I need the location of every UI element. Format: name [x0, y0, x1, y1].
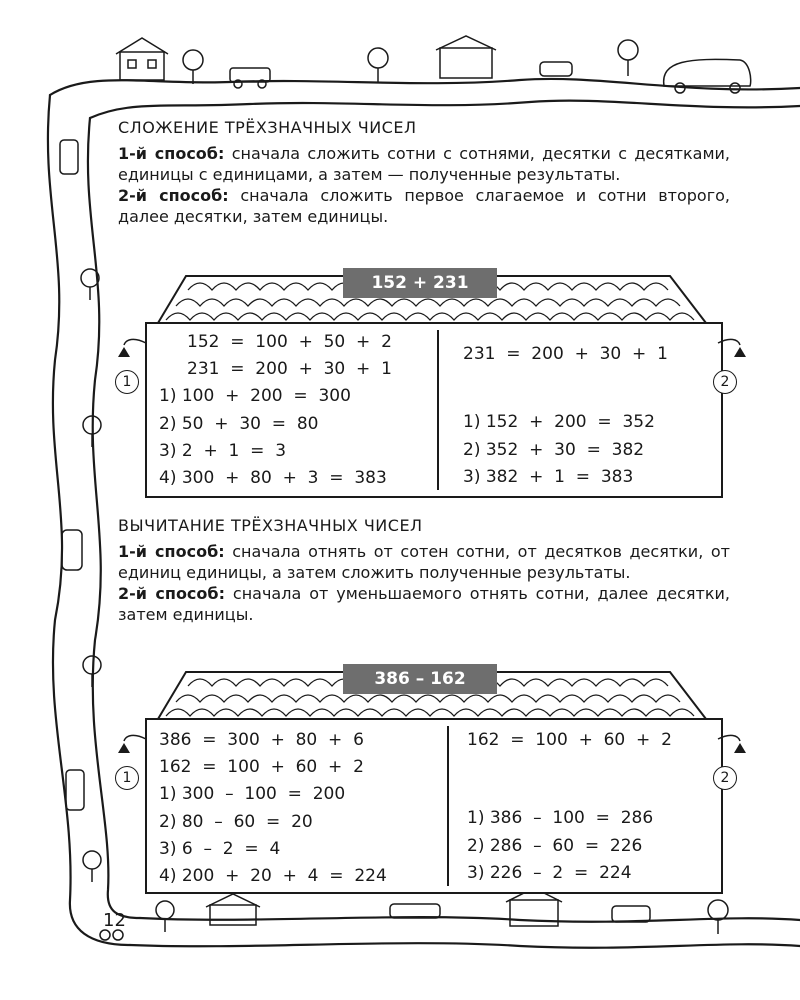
subtraction-right-line: 1) 386 – 100 = 286 [467, 808, 654, 828]
addition-lamp-right-icon [716, 335, 752, 375]
subtraction-method-1-text: сначала отнять от сотен сотни, от десятков десятки, от единиц единицы, а затем сложить полученные результаты. [118, 542, 730, 582]
subtraction-method-2 [118, 583, 730, 625]
addition-badge-1: 1 [115, 370, 139, 394]
addition-method-1-label: 1-й способ: [118, 144, 225, 163]
subtraction-badge-1: 1 [115, 766, 139, 790]
subtraction-method-2-text: сначала от уменьшаемого отнять сотни, далее десятки, затем единицы. [118, 584, 730, 624]
subtraction-method-1 [118, 541, 730, 583]
page-number: 12 [103, 910, 126, 931]
subtraction-left-line: 3) 6 – 2 = 4 [159, 839, 281, 859]
addition-method-1-text: сначала сложить сотни с сотнями, десятки с десятками, единицы с единицами, а затем — полученные результаты. [118, 144, 730, 184]
subtraction-method-1-label: 1-й способ: [118, 542, 225, 561]
subtraction-left-line: 2) 80 – 60 = 20 [159, 812, 313, 832]
addition-left-line: 152 = 100 + 50 + 2 [187, 332, 392, 352]
subtraction-section [118, 516, 730, 625]
subtraction-right-line: 162 = 100 + 60 + 2 [467, 730, 672, 750]
addition-box [145, 322, 723, 498]
addition-badge-2: 2 [713, 370, 737, 394]
subtraction-right-line: 3) 226 – 2 = 224 [467, 863, 632, 883]
addition-lamp-left-icon [112, 335, 148, 375]
subtraction-lamp-left-icon [112, 731, 148, 771]
addition-divider [437, 330, 439, 490]
addition-right-line: 2) 352 + 30 = 382 [463, 440, 645, 460]
subtraction-heading: ВЫЧИТАНИЕ ТРЁХЗНАЧНЫХ ЧИСЕЛ [118, 516, 423, 535]
addition-right-line: 1) 152 + 200 = 352 [463, 412, 655, 432]
addition-method-2-text: сначала сложить первое слагаемое и сотни второго, далее десятки, затем единицы. [118, 186, 730, 226]
subtraction-right-line: 2) 286 – 60 = 226 [467, 836, 643, 856]
subtraction-left-line: 1) 300 – 100 = 200 [159, 784, 346, 804]
addition-right-line: 231 = 200 + 30 + 1 [463, 344, 668, 364]
addition-section [118, 118, 730, 227]
addition-method-2-label: 2-й способ: [118, 186, 229, 205]
subtraction-left-line: 386 = 300 + 80 + 6 [159, 730, 364, 750]
subtraction-lamp-right-icon [716, 731, 752, 771]
addition-example-header: 152 + 231 [343, 268, 497, 298]
addition-method-1 [118, 143, 730, 185]
subtraction-example-header: 386 – 162 [343, 664, 497, 694]
addition-method-2 [118, 185, 730, 227]
subtraction-left-line: 162 = 100 + 60 + 2 [159, 757, 364, 777]
addition-right-line: 3) 382 + 1 = 383 [463, 467, 634, 487]
subtraction-divider [447, 726, 449, 886]
addition-left-line: 2) 50 + 30 = 80 [159, 414, 319, 434]
addition-left-line: 3) 2 + 1 = 3 [159, 441, 287, 461]
subtraction-box [145, 718, 723, 894]
addition-heading: СЛОЖЕНИЕ ТРЁХЗНАЧНЫХ ЧИСЕЛ [118, 118, 417, 137]
subtraction-left-line: 4) 200 + 20 + 4 = 224 [159, 866, 387, 886]
subtraction-badge-2: 2 [713, 766, 737, 790]
subtraction-method-2-label: 2-й способ: [118, 584, 225, 603]
addition-left-line: 4) 300 + 80 + 3 = 383 [159, 468, 387, 488]
addition-left-line: 231 = 200 + 30 + 1 [187, 359, 392, 379]
addition-left-line: 1) 100 + 200 = 300 [159, 386, 351, 406]
